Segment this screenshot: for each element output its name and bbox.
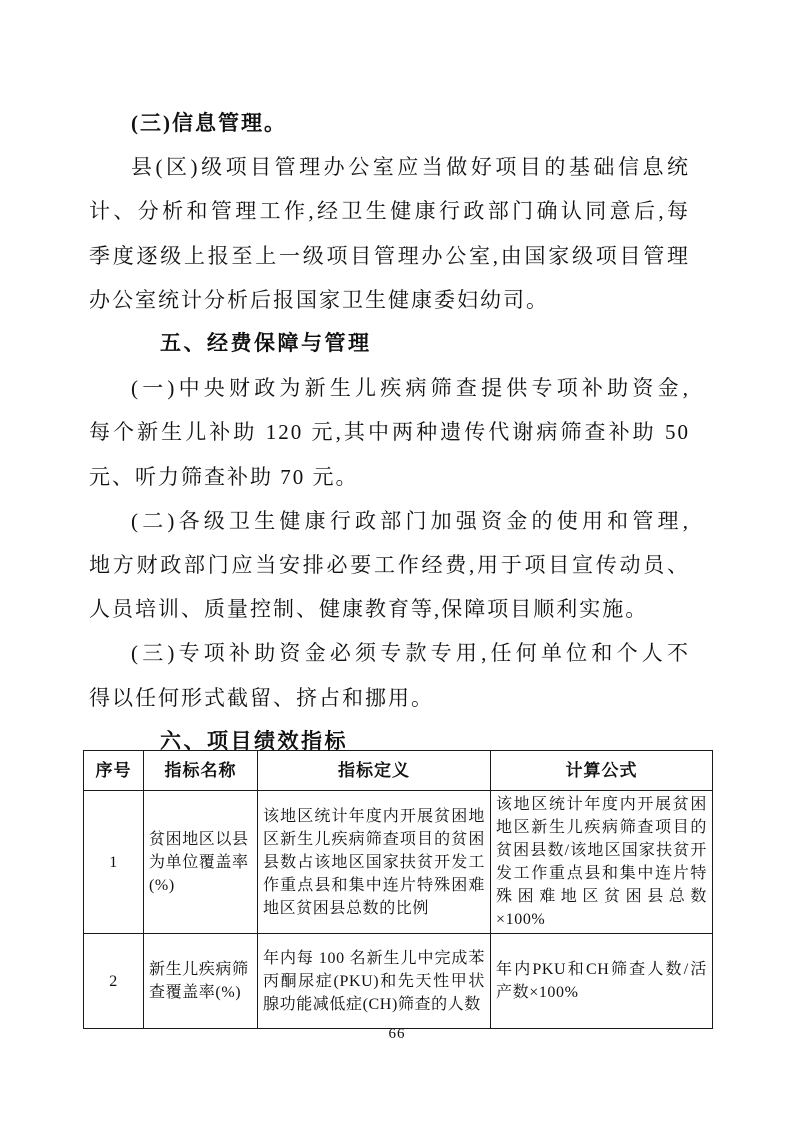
table-header-cell: 序号	[84, 751, 144, 791]
table-header-cell: 计算公式	[491, 751, 713, 791]
text-line: 地方财政部门应当安排必要工作经费,用于项目宣传动员、	[89, 553, 690, 578]
text-line: 五、经费保障与管理	[160, 332, 372, 356]
text-line: (三)信息管理。	[131, 111, 287, 135]
table-header-cell: 指标定义	[258, 751, 491, 791]
table-body	[84, 791, 713, 1029]
text-line: 计、分析和管理工作,经卫生健康行政部门确认同意后,每	[89, 199, 690, 224]
paragraph	[89, 145, 690, 322]
text-line: (二)各级卫生健康行政部门加强资金的使用和管理,	[131, 508, 690, 533]
paragraph	[89, 631, 690, 719]
text-line: 办公室统计分析后报国家卫生健康委妇幼司。	[89, 287, 549, 312]
text-line: 每个新生儿补助 120 元,其中两种遗传代谢病筛查补助 50	[89, 420, 690, 445]
section-heading	[89, 322, 690, 366]
table-cell-definition: 该地区统计年度内开展贫困地区新生儿疾病筛查项目的贫困县数占该地区国家扶贫开发工作重点县和集中连片特殊困难地区贫困县总数的比例	[258, 791, 491, 934]
text-line: 六、项目绩效指标	[160, 729, 348, 753]
table-cell-seq: 2	[84, 934, 144, 1029]
table-cell-seq: 1	[84, 791, 144, 934]
table-cell-formula: 年内PKU和CH筛查人数/活产数×100%	[491, 934, 713, 1029]
text-line: (三)专项补助资金必须专款专用,任何单位和个人不	[131, 641, 690, 666]
paragraph	[89, 366, 690, 499]
text-line: (一)中央财政为新生儿疾病筛查提供专项补助资金,	[131, 376, 690, 401]
paragraph	[89, 499, 690, 632]
table-row	[84, 791, 713, 934]
table-cell-name: 新生儿疾病筛查覆盖率(%)	[144, 934, 258, 1029]
table-cell-formula: 该地区统计年度内开展贫困地区新生儿疾病筛查项目的贫困县数/该地区国家扶贫开发工作重点县和集中连片特殊困难地区贫困县总数×100%	[491, 791, 713, 934]
text-block	[89, 101, 690, 764]
text-line: 得以任何形式截留、挤占和挪用。	[89, 685, 434, 710]
table-cell-definition: 年内每 100 名新生儿中完成苯丙酮尿症(PKU)和先天性甲状腺功能减低症(CH)筛查的人数	[258, 934, 491, 1029]
table-cell-name: 贫困地区以县为单位覆盖率(%)	[144, 791, 258, 934]
text-line: 县(区)级项目管理办公室应当做好项目的基础信息统	[131, 155, 690, 180]
performance-indicators-table	[83, 750, 713, 1029]
table-header-cell: 指标名称	[144, 751, 258, 791]
table-head	[84, 751, 713, 791]
table-row	[84, 934, 713, 1029]
section-heading	[89, 101, 690, 145]
text-line: 元、听力筛查补助 70 元。	[89, 464, 359, 489]
text-line: 季度逐级上报至上一级项目管理办公室,由国家级项目管理	[89, 243, 690, 268]
page-number: 66	[388, 1026, 406, 1042]
table-header-row	[84, 751, 713, 791]
text-line: 人员培训、质量控制、健康教育等,保障项目顺利实施。	[89, 597, 649, 622]
